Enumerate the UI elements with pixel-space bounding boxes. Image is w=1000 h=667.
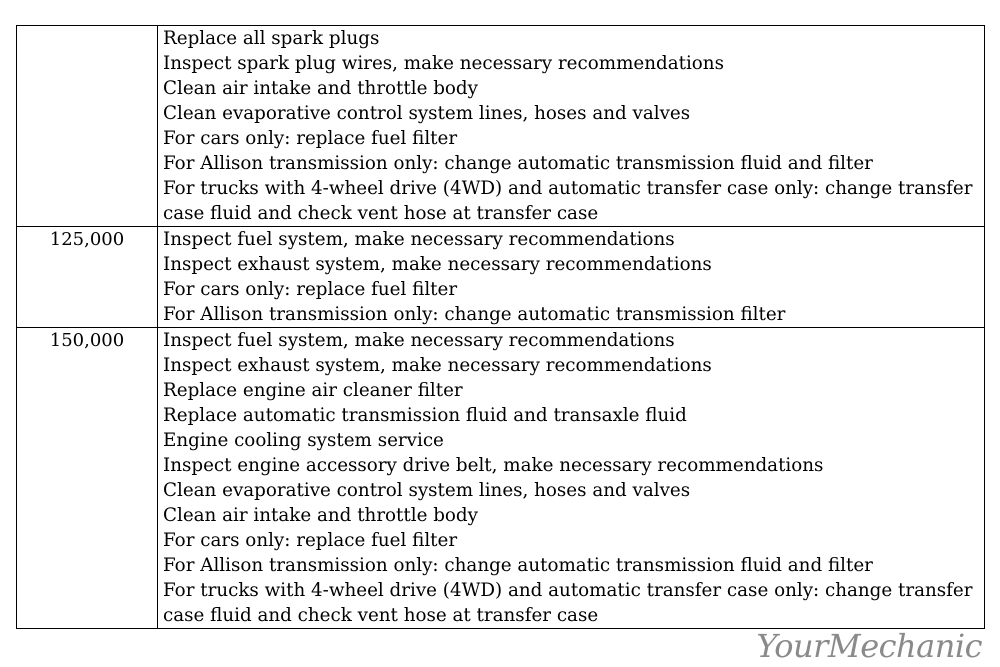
yourmechanic-logo: YourMechanic bbox=[756, 627, 982, 665]
task-item: Clean evaporative control system lines, hoses and valves bbox=[163, 480, 691, 501]
task-item: For Allison transmission only: change automatic transmission fluid and filter bbox=[163, 555, 873, 576]
mileage-cell: 150,000 bbox=[17, 328, 158, 629]
task-item: Engine cooling system service bbox=[163, 430, 444, 451]
task-item: For Allison transmission only: change automatic transmission filter bbox=[163, 304, 786, 325]
tasks-cell bbox=[158, 26, 985, 227]
schedule-body bbox=[17, 26, 985, 629]
table-row bbox=[17, 26, 985, 227]
mileage-cell: 125,000 bbox=[17, 227, 158, 328]
task-item: Replace automatic transmission fluid and transaxle fluid bbox=[163, 405, 687, 426]
task-item: Inspect fuel system, make necessary recommendations bbox=[163, 330, 675, 351]
table-row bbox=[17, 227, 985, 328]
table-row bbox=[17, 328, 985, 629]
task-item: For Allison transmission only: change automatic transmission fluid and filter bbox=[163, 153, 873, 174]
maintenance-schedule-table bbox=[16, 25, 985, 629]
task-item: For cars only: replace fuel filter bbox=[163, 530, 458, 551]
task-item: Clean evaporative control system lines, hoses and valves bbox=[163, 103, 691, 124]
task-item: Inspect fuel system, make necessary recommendations bbox=[163, 229, 675, 250]
task-item: Clean air intake and throttle body bbox=[163, 505, 478, 526]
task-item: For cars only: replace fuel filter bbox=[163, 128, 458, 149]
task-item: Inspect exhaust system, make necessary recommendations bbox=[163, 254, 712, 275]
task-item: Inspect engine accessory drive belt, make necessary recommendations bbox=[163, 455, 824, 476]
task-item: For cars only: replace fuel filter bbox=[163, 279, 458, 300]
task-item: Inspect spark plug wires, make necessary recommendations bbox=[163, 53, 724, 74]
task-item: Clean air intake and throttle body bbox=[163, 78, 478, 99]
task-item: Replace all spark plugs bbox=[163, 28, 380, 49]
tasks-cell bbox=[158, 328, 985, 629]
task-item: Replace engine air cleaner filter bbox=[163, 380, 463, 401]
tasks-cell bbox=[158, 227, 985, 328]
task-item: For trucks with 4-wheel drive (4WD) and automatic transfer case only: change transfer case fluid and check vent hose at transfer case bbox=[163, 178, 973, 224]
task-item: For trucks with 4-wheel drive (4WD) and automatic transfer case only: change transfer case fluid and check vent hose at transfer case bbox=[163, 580, 973, 626]
mileage-cell bbox=[17, 26, 158, 227]
task-item: Inspect exhaust system, make necessary recommendations bbox=[163, 355, 712, 376]
